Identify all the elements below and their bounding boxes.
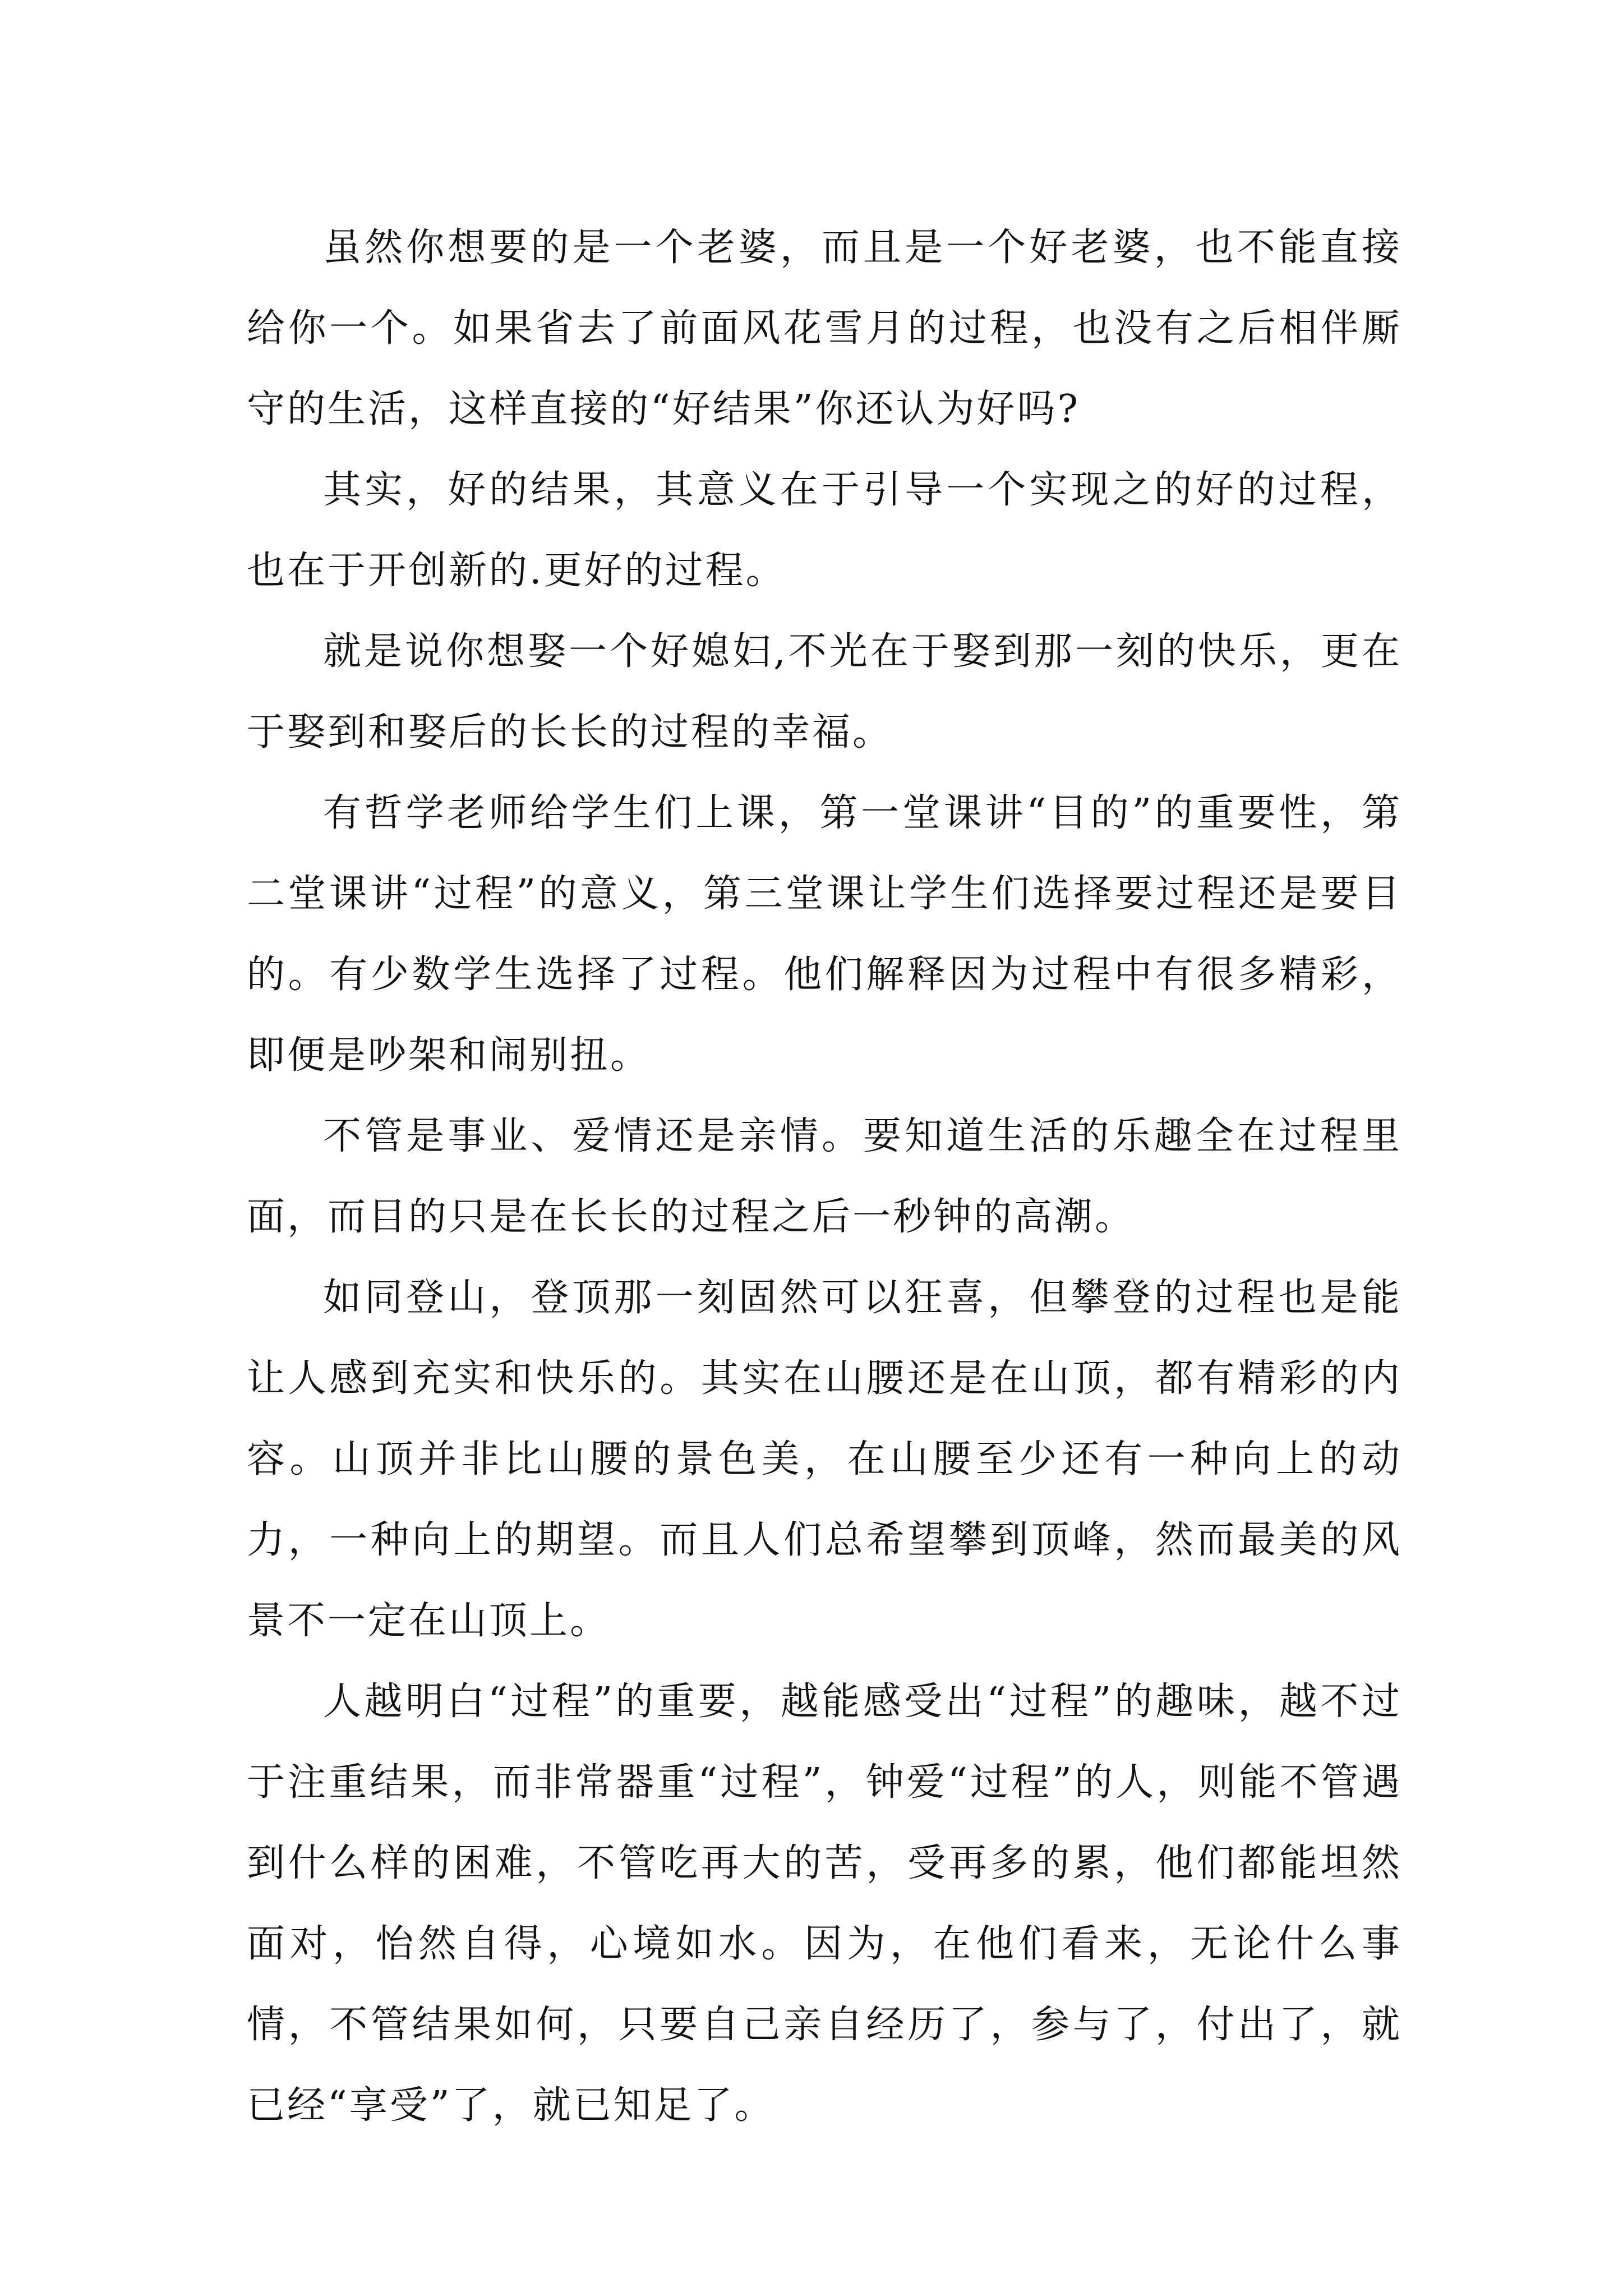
document-body: [247, 208, 1402, 2146]
paragraph-4: 有哲学老师给学生们上课，第一堂课讲“目的”的重要性，第二堂课讲“过程”的意义，第三堂课让学生们选择要过程还是要目的。有少数学生选择了过程。他们解释因为过程中有很多精彩，即便是吵架和闹别扭。: [247, 791, 1402, 1078]
paragraph-3: 就是说你想娶一个好媳妇,不光在于娶到那一刻的快乐，更在于娶到和娶后的长长的过程的幸福。: [247, 629, 1402, 754]
paragraph-6: 如同登山，登顶那一刻固然可以狂喜，但攀登的过程也是能让人感到充实和快乐的。其实在山腰还是在山顶，都有精彩的内容。山顶并非比山腰的景色美，在山腰至少还有一种向上的动力，一种向上的期望。而且人们总希望攀到顶峰，然而最美的风景不一定在山顶上。: [247, 1276, 1402, 1643]
paragraph-1: 虽然你想要的是一个老婆，而且是一个好老婆，也不能直接给你一个。如果省去了前面风花雪月的过程，也没有之后相伴厮守的生活，这样直接的“好结果”你还认为好吗?: [247, 226, 1402, 431]
paragraph-5: 不管是事业、爱情还是亲情。要知道生活的乐趣全在过程里面，而目的只是在长长的过程之后一秒钟的高潮。: [247, 1114, 1402, 1239]
paragraph-7: 人越明白“过程”的重要，越能感受出“过程”的趣味，越不过于注重结果，而非常器重“过程”，钟爱“过程”的人，则能不管遇到什么样的困难，不管吃再大的苦，受再多的累，他们都能坦然面对，怡然自得，心境如水。因为，在他们看来，无论什么事情，不管结果如何，只要自己亲自经历了，参与了，付出了，就已经“享受”了，就已知足了。: [247, 1680, 1402, 2128]
paragraph-2: 其实，好的结果，其意义在于引导一个实现之的好的过程，也在于开创新的.更好的过程。: [247, 468, 1402, 593]
